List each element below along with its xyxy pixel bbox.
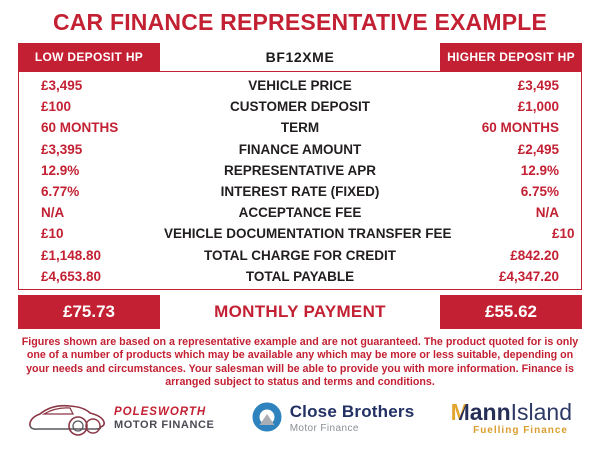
row-label: TERM [280,120,320,136]
higher-deposit-value: £4,347.20 [498,268,559,284]
polesworth-logo [26,396,214,440]
table-row [19,160,581,181]
higher-deposit-value: 6.75% [520,184,559,200]
low-deposit-value: 12.9% [41,162,80,178]
mann-island-name-light: Island [510,398,572,425]
table-row [19,96,581,117]
polesworth-subtitle: MOTOR FINANCE [114,418,215,431]
polesworth-logo-text [114,406,214,431]
table-row [19,245,581,266]
low-deposit-value: £1,148.80 [41,247,102,263]
low-deposit-value: 6.77% [41,184,80,200]
monthly-payment-label: MONTHLY PAYMENT [214,301,386,321]
higher-deposit-value: 12.9% [520,162,559,178]
finance-table [18,71,582,290]
row-label: REPRESENTATIVE APR [223,162,377,178]
page-title: CAR FINANCE REPRESENTATIVE EXAMPLE [52,9,548,35]
low-deposit-value: £100 [41,99,72,115]
higher-deposit-header: HIGHER DEPOSIT HP [440,43,582,71]
higher-deposit-value: £842.20 [510,247,559,263]
footer-logos [0,392,600,444]
low-deposit-value: 60 MONTHS [41,120,119,136]
low-deposit-header: LOW DEPOSIT HP [18,43,160,71]
row-label: ACCEPTANCE FEE [238,205,362,221]
table-row [19,75,581,96]
mann-island-name-bold: Mann [450,398,511,425]
table-header-row [18,43,582,71]
higher-deposit-value: 60 MONTHS [481,120,559,136]
disclaimer-text: Figures shown are based on a representative example and are not guaranteed. The product quoted for is only one of a number of products which may be available any which may be more or less suitable, depending on your needs and circumstances. Your salesman will be able to provide you with more information. Finance is arranged subject to status and terms and conditions. [21,335,579,389]
low-deposit-monthly-payment: £75.73 [18,295,160,329]
higher-deposit-value: £10 [551,226,575,242]
close-brothers-logo-text [290,402,415,434]
low-deposit-value: N/A [41,205,65,221]
low-deposit-value: £3,495 [41,78,83,94]
table-row [19,266,581,287]
row-label: TOTAL CHARGE FOR CREDIT [204,247,396,263]
close-brothers-logo [251,402,415,434]
low-deposit-value: £4,653.80 [41,268,102,284]
mann-island-logo [450,398,572,436]
row-label: VEHICLE PRICE [248,78,352,94]
car-icon [26,396,108,440]
low-deposit-value: £3,395 [41,141,83,157]
polesworth-name: POLESWORTH [114,405,207,418]
row-label: INTEREST RATE (FIXED) [220,184,380,200]
higher-deposit-value: £3,495 [517,78,559,94]
row-label: CUSTOMER DEPOSIT [229,99,371,115]
row-label: VEHICLE DOCUMENTATION TRANSFER FEE [164,226,452,242]
table-row [19,202,581,223]
row-label: FINANCE AMOUNT [238,141,362,157]
table-row [19,181,581,202]
higher-deposit-value: N/A [535,205,559,221]
table-row [19,223,581,244]
mann-island-name [450,398,572,425]
close-brothers-name: Close Brothers [289,402,415,421]
row-label: TOTAL PAYABLE [245,268,355,284]
close-brothers-icon [251,402,283,434]
table-row [19,139,581,160]
higher-deposit-value: £2,495 [517,141,559,157]
table-row [19,117,581,138]
low-deposit-value: £10 [41,226,64,242]
higher-deposit-value: £1,000 [517,99,559,115]
monthly-payment-row [18,295,582,329]
higher-deposit-monthly-payment: £55.62 [440,295,582,329]
vehicle-registration: BF12XME [265,49,335,65]
mann-island-subtitle: Fuelling Finance [473,424,568,436]
close-brothers-subtitle: Motor Finance [289,423,359,434]
